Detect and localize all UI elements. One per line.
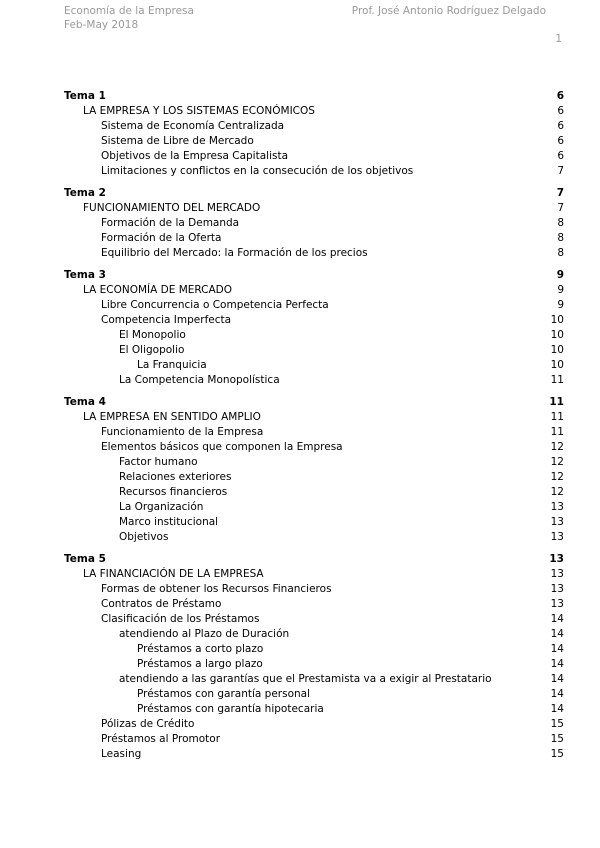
toc-entry-page: 8 bbox=[557, 217, 564, 229]
toc-entry-row[interactable] bbox=[0, 687, 564, 702]
toc-entry-title: Préstamos a largo plazo bbox=[137, 658, 263, 670]
toc-entry-row[interactable] bbox=[0, 642, 564, 657]
toc-entry-row[interactable] bbox=[0, 343, 564, 358]
toc-entry-title: Tema 3 bbox=[64, 269, 106, 281]
toc-entry-page: 10 bbox=[550, 344, 564, 356]
toc-entry-page: 13 bbox=[550, 568, 564, 580]
toc-entry-title: Préstamos a corto plazo bbox=[137, 643, 264, 655]
toc-entry-title: Objetivos de la Empresa Capitalista bbox=[101, 150, 289, 162]
toc-entry-row[interactable] bbox=[0, 283, 564, 298]
toc-entry-row[interactable] bbox=[0, 201, 564, 216]
toc-entry-row[interactable] bbox=[0, 515, 564, 530]
toc-entry-title: Limitaciones y conflictos en la consecución de los objetivos bbox=[101, 165, 414, 177]
toc-entry-page: 9 bbox=[556, 269, 564, 281]
toc-entry-page: 8 bbox=[557, 247, 564, 259]
toc-entry-row[interactable] bbox=[0, 313, 564, 328]
toc-chapter-row[interactable] bbox=[0, 89, 564, 104]
toc-entry-row[interactable] bbox=[0, 500, 564, 515]
toc-chapter-row[interactable] bbox=[0, 268, 564, 283]
toc-entry-row[interactable] bbox=[0, 246, 564, 261]
toc-entry-page: 10 bbox=[550, 359, 564, 371]
toc-entry-page: 12 bbox=[550, 456, 564, 468]
toc-entry-page: 15 bbox=[550, 733, 564, 745]
toc-entry-row[interactable] bbox=[0, 747, 564, 762]
toc-entry-title: Elementos básicos que componen la Empresa bbox=[101, 441, 343, 453]
toc-entry-row[interactable] bbox=[0, 612, 564, 627]
toc-entry-page: 13 bbox=[549, 553, 564, 565]
toc-entry-row[interactable] bbox=[0, 149, 564, 164]
toc-entry-page: 12 bbox=[550, 441, 564, 453]
page-number: 1 bbox=[555, 33, 562, 45]
toc-entry-row[interactable] bbox=[0, 216, 564, 231]
toc-entry-page: 9 bbox=[557, 284, 564, 296]
toc-entry-title: Tema 2 bbox=[64, 187, 106, 199]
toc-entry-page: 12 bbox=[550, 471, 564, 483]
toc-entry-title: LA ECONOMÍA DE MERCADO bbox=[83, 284, 233, 296]
toc-entry-page: 15 bbox=[550, 748, 564, 760]
toc-entry-row[interactable] bbox=[0, 164, 564, 179]
toc-entry-title: Formación de la Demanda bbox=[101, 217, 240, 229]
toc-entry-title: LA EMPRESA Y LOS SISTEMAS ECONÓMICOS bbox=[83, 105, 315, 117]
toc-entry-page: 11 bbox=[550, 374, 564, 386]
toc-chapter-row[interactable] bbox=[0, 395, 564, 410]
toc-entry-page: 14 bbox=[550, 658, 564, 670]
toc-entry-title: Factor humano bbox=[119, 456, 198, 468]
toc-entry-row[interactable] bbox=[0, 470, 564, 485]
toc-entry-page: 14 bbox=[550, 688, 564, 700]
toc-entry-page: 14 bbox=[550, 628, 564, 640]
toc-entry-title: La Franquicia bbox=[137, 359, 207, 371]
toc-entry-row[interactable] bbox=[0, 485, 564, 500]
toc-entry-page: 6 bbox=[557, 120, 564, 132]
toc-chapter-row[interactable] bbox=[0, 552, 564, 567]
toc-entry-page: 14 bbox=[550, 613, 564, 625]
toc-entry-title: Pólizas de Crédito bbox=[101, 718, 195, 730]
toc-entry-row[interactable] bbox=[0, 425, 564, 440]
toc-entry-row[interactable] bbox=[0, 702, 564, 717]
toc-entry-title: Competencia Imperfecta bbox=[101, 314, 232, 326]
toc-entry-row[interactable] bbox=[0, 717, 564, 732]
toc-entry-page: 7 bbox=[557, 165, 564, 177]
toc-entry-page: 14 bbox=[550, 673, 564, 685]
toc-entry-title: Formación de la Oferta bbox=[101, 232, 222, 244]
toc-chapter-row[interactable] bbox=[0, 186, 564, 201]
toc-entry-row[interactable] bbox=[0, 582, 564, 597]
toc-entry-page: 13 bbox=[550, 531, 564, 543]
toc-entry-page: 11 bbox=[549, 396, 564, 408]
toc-entry-title: Préstamos con garantía hipotecaria bbox=[137, 703, 324, 715]
toc-entry-page: 7 bbox=[556, 187, 564, 199]
toc-entry-page: 14 bbox=[550, 643, 564, 655]
toc-entry-page: 7 bbox=[557, 202, 564, 214]
toc-entry-page: 6 bbox=[557, 135, 564, 147]
toc-entry-title: Tema 5 bbox=[64, 553, 106, 565]
toc-entry-row[interactable] bbox=[0, 119, 564, 134]
toc-entry-title: Préstamos con garantía personal bbox=[137, 688, 311, 700]
toc-entry-row[interactable] bbox=[0, 440, 564, 455]
toc-entry-title: Préstamos al Promotor bbox=[101, 733, 221, 745]
toc-entry-row[interactable] bbox=[0, 134, 564, 149]
toc-entry-row[interactable] bbox=[0, 597, 564, 612]
toc-entry-title: LA FINANCIACIÓN DE LA EMPRESA bbox=[83, 568, 264, 580]
toc-entry-page: 12 bbox=[550, 486, 564, 498]
toc-entry-title: Clasificación de los Préstamos bbox=[101, 613, 260, 625]
toc-entry-page: 13 bbox=[550, 598, 564, 610]
toc-entry-page: 6 bbox=[557, 150, 564, 162]
toc-entry-row[interactable] bbox=[0, 104, 564, 119]
toc-entry-title: El Monopolio bbox=[119, 329, 186, 341]
toc-entry-title: Recursos financieros bbox=[119, 486, 228, 498]
toc-entry-title: LA EMPRESA EN SENTIDO AMPLIO bbox=[83, 411, 261, 423]
header-course: Economía de la Empresa bbox=[64, 5, 194, 17]
toc-entry-page: 10 bbox=[550, 329, 564, 341]
toc-entry-row[interactable] bbox=[0, 455, 564, 470]
toc-entry-page: 13 bbox=[550, 501, 564, 513]
toc-entry-row[interactable] bbox=[0, 627, 564, 642]
toc-entry-row[interactable] bbox=[0, 358, 564, 373]
toc-entry-page: 10 bbox=[550, 314, 564, 326]
toc-entry-page: 11 bbox=[550, 426, 564, 438]
toc-entry-title: Tema 1 bbox=[64, 90, 106, 102]
header-professor: Prof. José Antonio Rodríguez Delgado bbox=[351, 5, 546, 17]
toc-entry-title: Sistema de Economía Centralizada bbox=[101, 120, 285, 132]
toc-entry-row[interactable] bbox=[0, 732, 564, 747]
toc-entry-row[interactable] bbox=[0, 567, 564, 582]
toc-entry-title: Relaciones exteriores bbox=[119, 471, 232, 483]
toc-entry-page: 15 bbox=[550, 718, 564, 730]
toc-entry-title: Libre Concurrencia o Competencia Perfecta bbox=[101, 299, 329, 311]
toc-entry-title: La Organización bbox=[119, 501, 204, 513]
toc-entry-row[interactable] bbox=[0, 672, 564, 687]
toc-entry-title: atendiendo al Plazo de Duración bbox=[119, 628, 290, 640]
toc-entry-title: Objetivos bbox=[119, 531, 169, 543]
toc-entry-title: Equilibrio del Mercado: la Formación de los precios bbox=[101, 247, 368, 259]
toc-entry-title: Tema 4 bbox=[64, 396, 106, 408]
toc-entry-page: 13 bbox=[550, 516, 564, 528]
toc-entry-title: El Oligopolio bbox=[119, 344, 185, 356]
toc-entry-title: Marco institucional bbox=[119, 516, 219, 528]
toc-entry-title: atendiendo a las garantías que el Prestamista va a exigir al Prestatario bbox=[119, 673, 492, 685]
toc-entry-page: 8 bbox=[557, 232, 564, 244]
toc-entry-title: Leasing bbox=[101, 748, 142, 760]
toc-entry-page: 6 bbox=[557, 105, 564, 117]
toc-entry-page: 14 bbox=[550, 703, 564, 715]
header-dates: Feb-May 2018 bbox=[64, 19, 139, 31]
toc-entry-title: La Competencia Monopolística bbox=[119, 374, 280, 386]
toc-entry-row[interactable] bbox=[0, 298, 564, 313]
toc-entry-title: Formas de obtener los Recursos Financieros bbox=[101, 583, 332, 595]
toc-entry-row[interactable] bbox=[0, 373, 564, 388]
toc-entry-row[interactable] bbox=[0, 530, 564, 545]
toc-entry-page: 11 bbox=[550, 411, 564, 423]
toc-entry-title: Sistema de Libre de Mercado bbox=[101, 135, 254, 147]
toc-entry-title: FUNCIONAMIENTO DEL MERCADO bbox=[83, 202, 261, 214]
toc-entry-row[interactable] bbox=[0, 410, 564, 425]
toc-entry-page: 6 bbox=[556, 90, 564, 102]
toc-entry-row[interactable] bbox=[0, 657, 564, 672]
toc-entry-page: 9 bbox=[557, 299, 564, 311]
toc-entry-title: Contratos de Préstamo bbox=[101, 598, 222, 610]
toc-entry-row[interactable] bbox=[0, 328, 564, 343]
toc-entry-row[interactable] bbox=[0, 231, 564, 246]
toc-entry-title: Funcionamiento de la Empresa bbox=[101, 426, 264, 438]
toc-entry-page: 13 bbox=[550, 583, 564, 595]
